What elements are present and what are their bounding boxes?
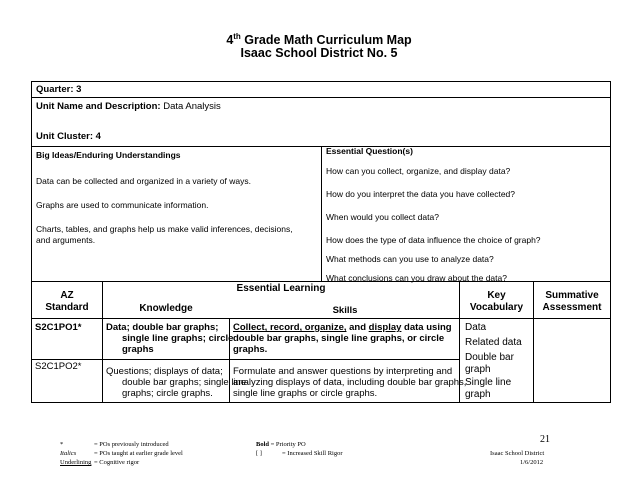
vocabulary-item: graph (465, 389, 491, 400)
row2-skills-line: analyzing displays of data, including double bar graphs, (233, 377, 467, 388)
essential-question-item: When would you collect data? (326, 212, 439, 222)
vocabulary-item: Single line (465, 377, 512, 388)
row2-skills-line: single line graphs or circle graphs. (233, 388, 378, 399)
row2-knowledge-line: graphs; circle graphs. (122, 388, 213, 399)
row1-skills-line: double bar graphs, single line graphs, or circle (233, 333, 445, 344)
legend-description: = POs previously introduced (94, 441, 169, 448)
unit-name: Unit Name and Description: Data Analysis (36, 101, 221, 112)
legend-description: = POs taught at earlier grade level (94, 450, 183, 457)
summative-header-line1: Summative (545, 290, 599, 301)
row1-knowledge-line: graphs (122, 344, 154, 355)
vocabulary-item: graph (465, 364, 491, 375)
legend-description: = Cognitive rigor (94, 459, 140, 466)
quarter-label: Quarter: 3 (36, 84, 82, 95)
quarter-box (31, 81, 611, 98)
summative-cell (533, 318, 611, 403)
az-header-line1: AZ (60, 290, 74, 301)
essential-learning-header: Essential Learning (236, 283, 326, 294)
knowledge-header: Knowledge (139, 303, 193, 314)
essential-question-item: What methods can you use to analyze data? (326, 254, 494, 264)
essential-question-item: How do you interpret the data you have collected? (326, 189, 516, 199)
row1-standard: S2C1PO1* (35, 322, 82, 333)
legend-symbol: Italics (60, 450, 77, 457)
vocabulary-item: Double bar (465, 352, 514, 363)
skills-header: Skills (332, 305, 358, 316)
legend-symbol: Underlining (60, 459, 92, 466)
row2-knowledge-line: double bar graphs; single line (122, 377, 247, 388)
legend-symbol: * (60, 441, 64, 448)
big-idea-item: Graphs are used to communicate information. (36, 200, 209, 210)
essential-question-item: How does the type of data influence the choice of graph? (326, 235, 541, 245)
row1-knowledge-line: single line graphs; circle (122, 333, 234, 344)
legend-bracket-symbol: [ ] (256, 450, 262, 457)
row1-skills-line: graphs. (233, 344, 268, 355)
footer-date: 1/6/2012 (520, 459, 544, 466)
vocabulary-item: Related data (465, 337, 522, 348)
az-header-line2: Standard (45, 302, 89, 313)
vocabulary-item: Data (465, 322, 487, 333)
key-header-line2: Vocabulary (469, 302, 524, 313)
big-idea-item: Charts, tables, and graphs help us make valid inferences, decisions, (36, 224, 293, 234)
big-idea-item: Data can be collected and organized in a variety of ways. (36, 176, 251, 186)
essential-questions-heading: Essential Question(s) (326, 146, 413, 156)
row2-skills-line: Formulate and answer questions by interpreting and (233, 366, 453, 377)
legend-bracket-description: = Increased Skill Rigor (282, 450, 343, 457)
row2-standard: S2C1PO2* (35, 361, 82, 372)
summative-header-line2: Assessment (542, 302, 602, 313)
page-subtitle: Isaac School District No. 5 (240, 46, 398, 60)
page-title: 4th Grade Math Curriculum Map (226, 32, 412, 48)
footer-district: Isaac School District (490, 450, 545, 457)
essential-question-item: What conclusions can you draw about the data? (326, 273, 507, 283)
page-number: 21 (540, 434, 550, 445)
row1-skills-line: Collect, record, organize, and display data using (233, 322, 452, 333)
big-idea-item: and arguments. (36, 235, 96, 245)
key-header-line1: Key (487, 290, 506, 301)
essential-question-item: How can you collect, organize, and display data? (326, 166, 511, 176)
unit-cluster: Unit Cluster: 4 (36, 131, 101, 142)
legend-bold: Bold = Priority PO (256, 441, 306, 448)
row1-knowledge-line: Data; double bar graphs; (106, 322, 219, 333)
row2-knowledge-line: Questions; displays of data; (106, 366, 223, 377)
big-ideas-heading: Big Ideas/Enduring Understandings (36, 150, 181, 160)
big-ideas-box (31, 146, 322, 282)
